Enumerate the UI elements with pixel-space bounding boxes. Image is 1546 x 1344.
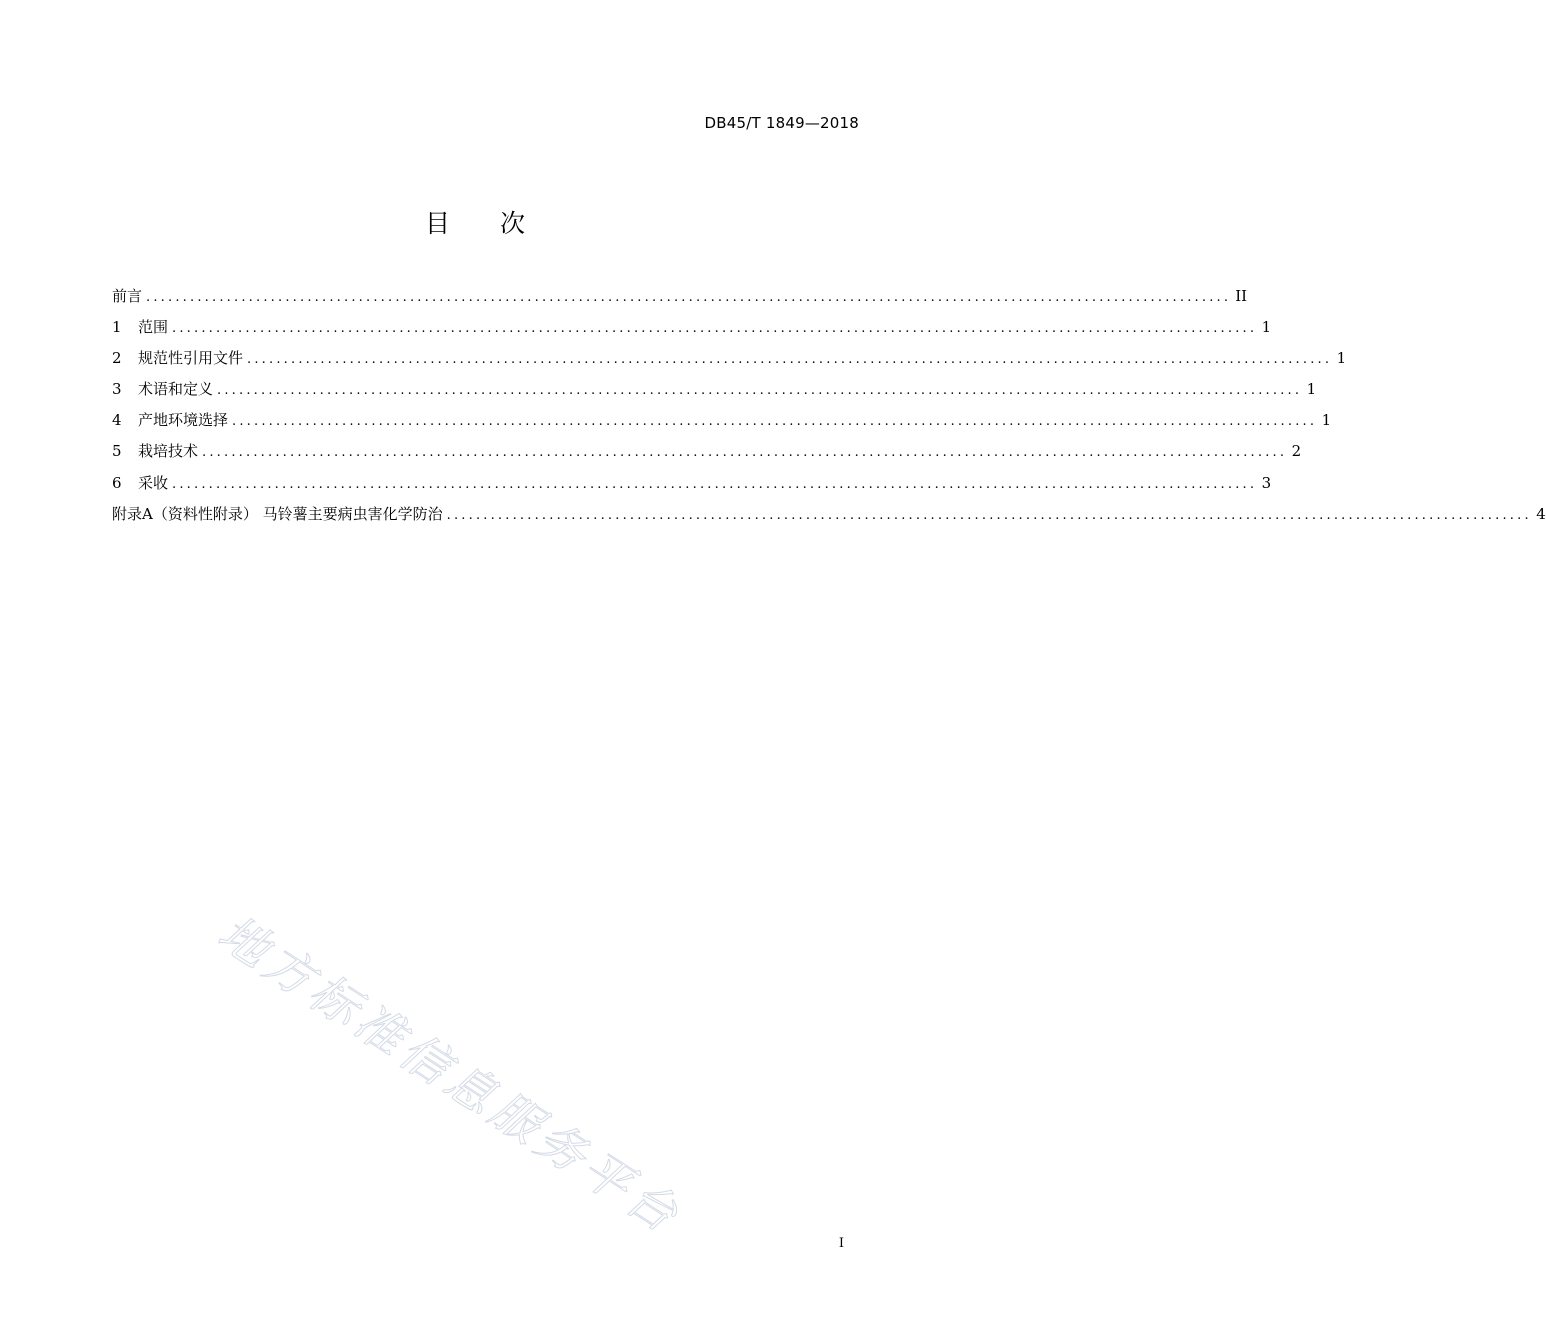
- toc-section-number: 4: [112, 411, 122, 430]
- toc-section-number: 3: [112, 380, 122, 399]
- toc-entry-cultivation[interactable]: [112, 439, 1302, 470]
- toc-label: 产地环境选择: [138, 411, 229, 430]
- toc-leader: ....................................................................................................................................................: [247, 352, 1333, 368]
- toc-page-number: 1: [1306, 380, 1317, 399]
- watermark: 地方标准信息服务平台: [208, 904, 692, 1246]
- toc-entry-harvest[interactable]: [112, 471, 1272, 502]
- toc-entry-terms-definitions[interactable]: [112, 377, 1317, 408]
- toc-label: 采收: [138, 473, 169, 492]
- table-of-contents: [112, 284, 1546, 533]
- toc-leader: ....................................................................................................................................................: [446, 507, 1532, 523]
- toc-label: 术语和定义: [138, 380, 214, 399]
- toc-entry-appendix-a[interactable]: [112, 502, 1546, 533]
- toc-leader: ....................................................................................................................................................: [202, 445, 1288, 461]
- toc-section-number: 6: [112, 473, 122, 492]
- toc-leader: ....................................................................................................................................................: [172, 321, 1258, 337]
- toc-entry-foreword[interactable]: [112, 284, 1248, 315]
- toc-section-number: 1: [112, 318, 122, 337]
- page-number: I: [838, 1236, 844, 1251]
- toc-page-number: 4: [1536, 504, 1546, 523]
- page-title: 目 次: [425, 209, 525, 238]
- toc-label: 附录A（资料性附录） 马铃薯主要病虫害化学防治: [112, 504, 443, 523]
- toc-entry-scope[interactable]: [112, 315, 1272, 346]
- toc-section-number: 2: [112, 349, 122, 368]
- toc-leader: ....................................................................................................................................................: [146, 290, 1232, 305]
- toc-entry-site-selection[interactable]: [112, 408, 1332, 439]
- toc-entry-normative-references[interactable]: [112, 346, 1347, 377]
- toc-label: 范围: [138, 318, 169, 337]
- toc-page-number: 1: [1336, 349, 1347, 368]
- toc-leader: ....................................................................................................................................................: [217, 383, 1303, 399]
- toc-leader: ....................................................................................................................................................: [172, 476, 1258, 492]
- toc-section-number: 5: [112, 442, 122, 461]
- toc-page-number: 1: [1261, 318, 1272, 337]
- toc-page-number: II: [1235, 287, 1248, 305]
- toc-page-number: 2: [1291, 442, 1302, 461]
- toc-leader: ....................................................................................................................................................: [232, 414, 1318, 430]
- toc-label: 栽培技术: [138, 442, 199, 461]
- toc-page-number: 1: [1321, 411, 1332, 430]
- toc-label: 前言: [112, 287, 143, 305]
- standard-number: DB45/T 1849—2018: [704, 114, 859, 132]
- toc-page-number: 3: [1261, 473, 1272, 492]
- toc-label: 规范性引用文件: [138, 349, 244, 368]
